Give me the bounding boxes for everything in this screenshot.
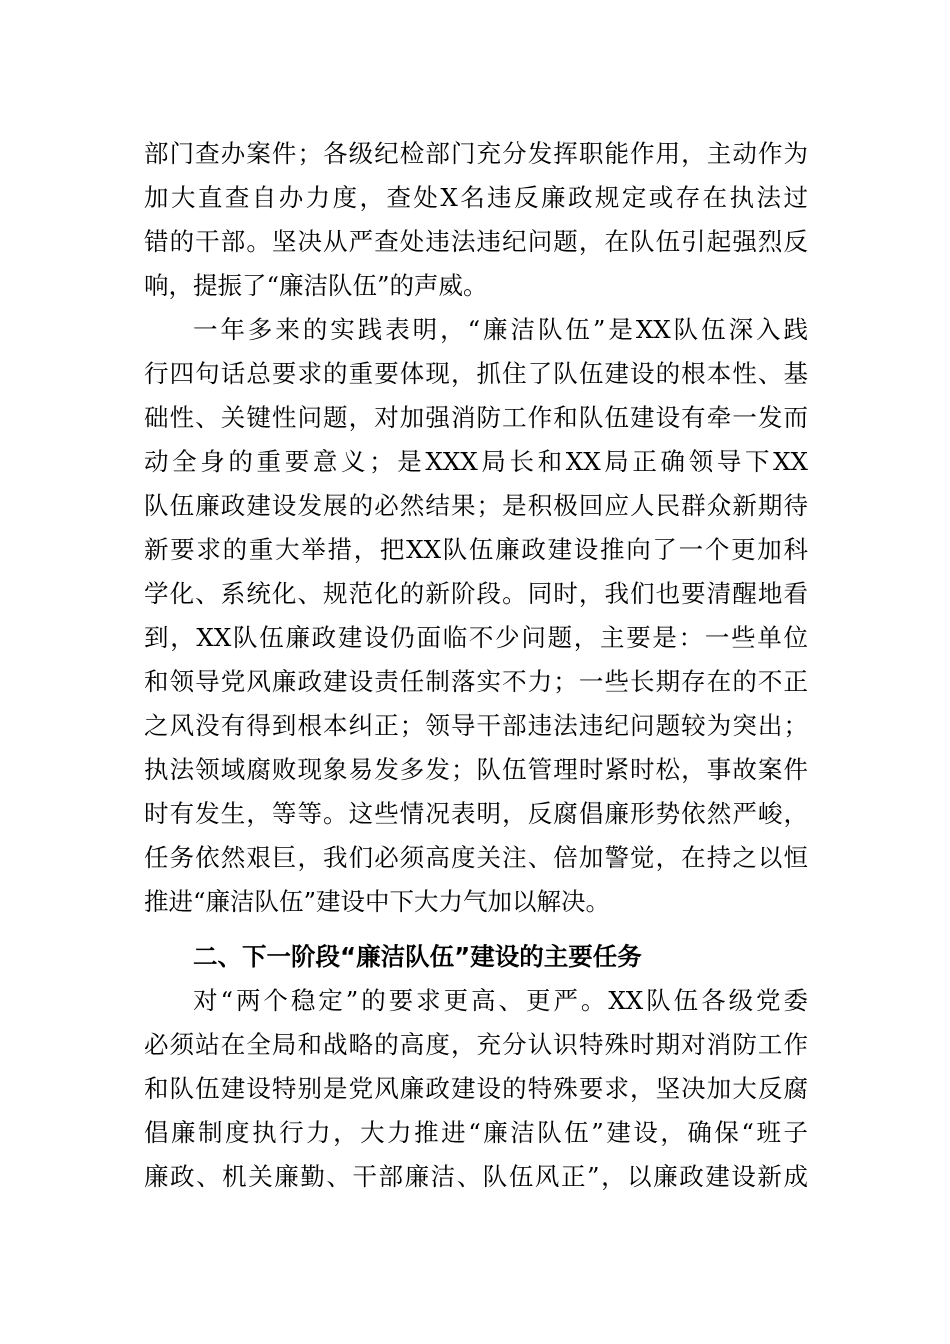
text-line: 队伍廉政建设发展的必然结果；是积极回应人民群众新期待 <box>144 491 808 520</box>
text-line: 到，XX队伍廉政建设仍面临不少问题，主要是：一些单位 <box>144 623 808 652</box>
text-line: 必须站在全局和战略的高度，充分认识特殊时期对消防工作 <box>144 1030 808 1059</box>
text-line: 时有发生，等等。这些情况表明，反腐倡廉形势依然严峻， <box>144 799 808 828</box>
text-line: 推进“廉洁队伍”建设中下大力气加以解决。 <box>144 887 611 916</box>
text-line: 部门查办案件；各级纪检部门充分发挥职能作用，主动作为 <box>144 139 808 168</box>
text-line: 错的干部。坚决从严查处违法违纪问题，在队伍引起强烈反 <box>144 227 808 256</box>
text-line: 行四句话总要求的重要体现，抓住了队伍建设的根本性、基 <box>144 359 808 388</box>
text-line: 响，提振了“廉洁队伍”的声威。 <box>144 271 488 300</box>
text-line: 任务依然艰巨，我们必须高度关注、倍加警觉，在持之以恒 <box>144 843 808 872</box>
text-line: 动全身的重要意义；是XXX局长和XX局正确领导下XX <box>144 447 808 476</box>
text-line: 础性、关键性问题，对加强消防工作和队伍建设有牵一发而 <box>144 403 808 432</box>
paragraph-first-line: 对“两个稳定”的要求更高、更严。XX队伍各级党委 <box>193 986 808 1015</box>
text-line: 之风没有得到根本纠正；领导干部违法违纪问题较为突出； <box>144 711 808 740</box>
text-line: 新要求的重大举措，把XX队伍廉政建设推向了一个更加科 <box>144 535 808 564</box>
text-line: 加大直查自办力度，查处X名违反廉政规定或存在执法过 <box>144 183 808 212</box>
text-line: 执法领域腐败现象易发多发；队伍管理时紧时松，事故案件 <box>144 755 808 784</box>
section-heading: 二、下一阶段“廉洁队伍”建设的主要任务 <box>193 942 642 971</box>
text-line: 和领导党风廉政建设责任制落实不力；一些长期存在的不正 <box>144 667 808 696</box>
text-line: 倡廉制度执行力，大力推进“廉洁队伍”建设，确保“班子 <box>144 1118 808 1147</box>
text-line: 廉政、机关廉勤、干部廉洁、队伍风正”，以廉政建设新成 <box>144 1162 808 1191</box>
paragraph-first-line: 一年多来的实践表明，“廉洁队伍”是XX队伍深入践 <box>193 315 808 344</box>
text-line: 学化、系统化、规范化的新阶段。同时，我们也要清醒地看 <box>144 579 808 608</box>
text-line: 和队伍建设特别是党风廉政建设的特殊要求，坚决加大反腐 <box>144 1074 808 1103</box>
